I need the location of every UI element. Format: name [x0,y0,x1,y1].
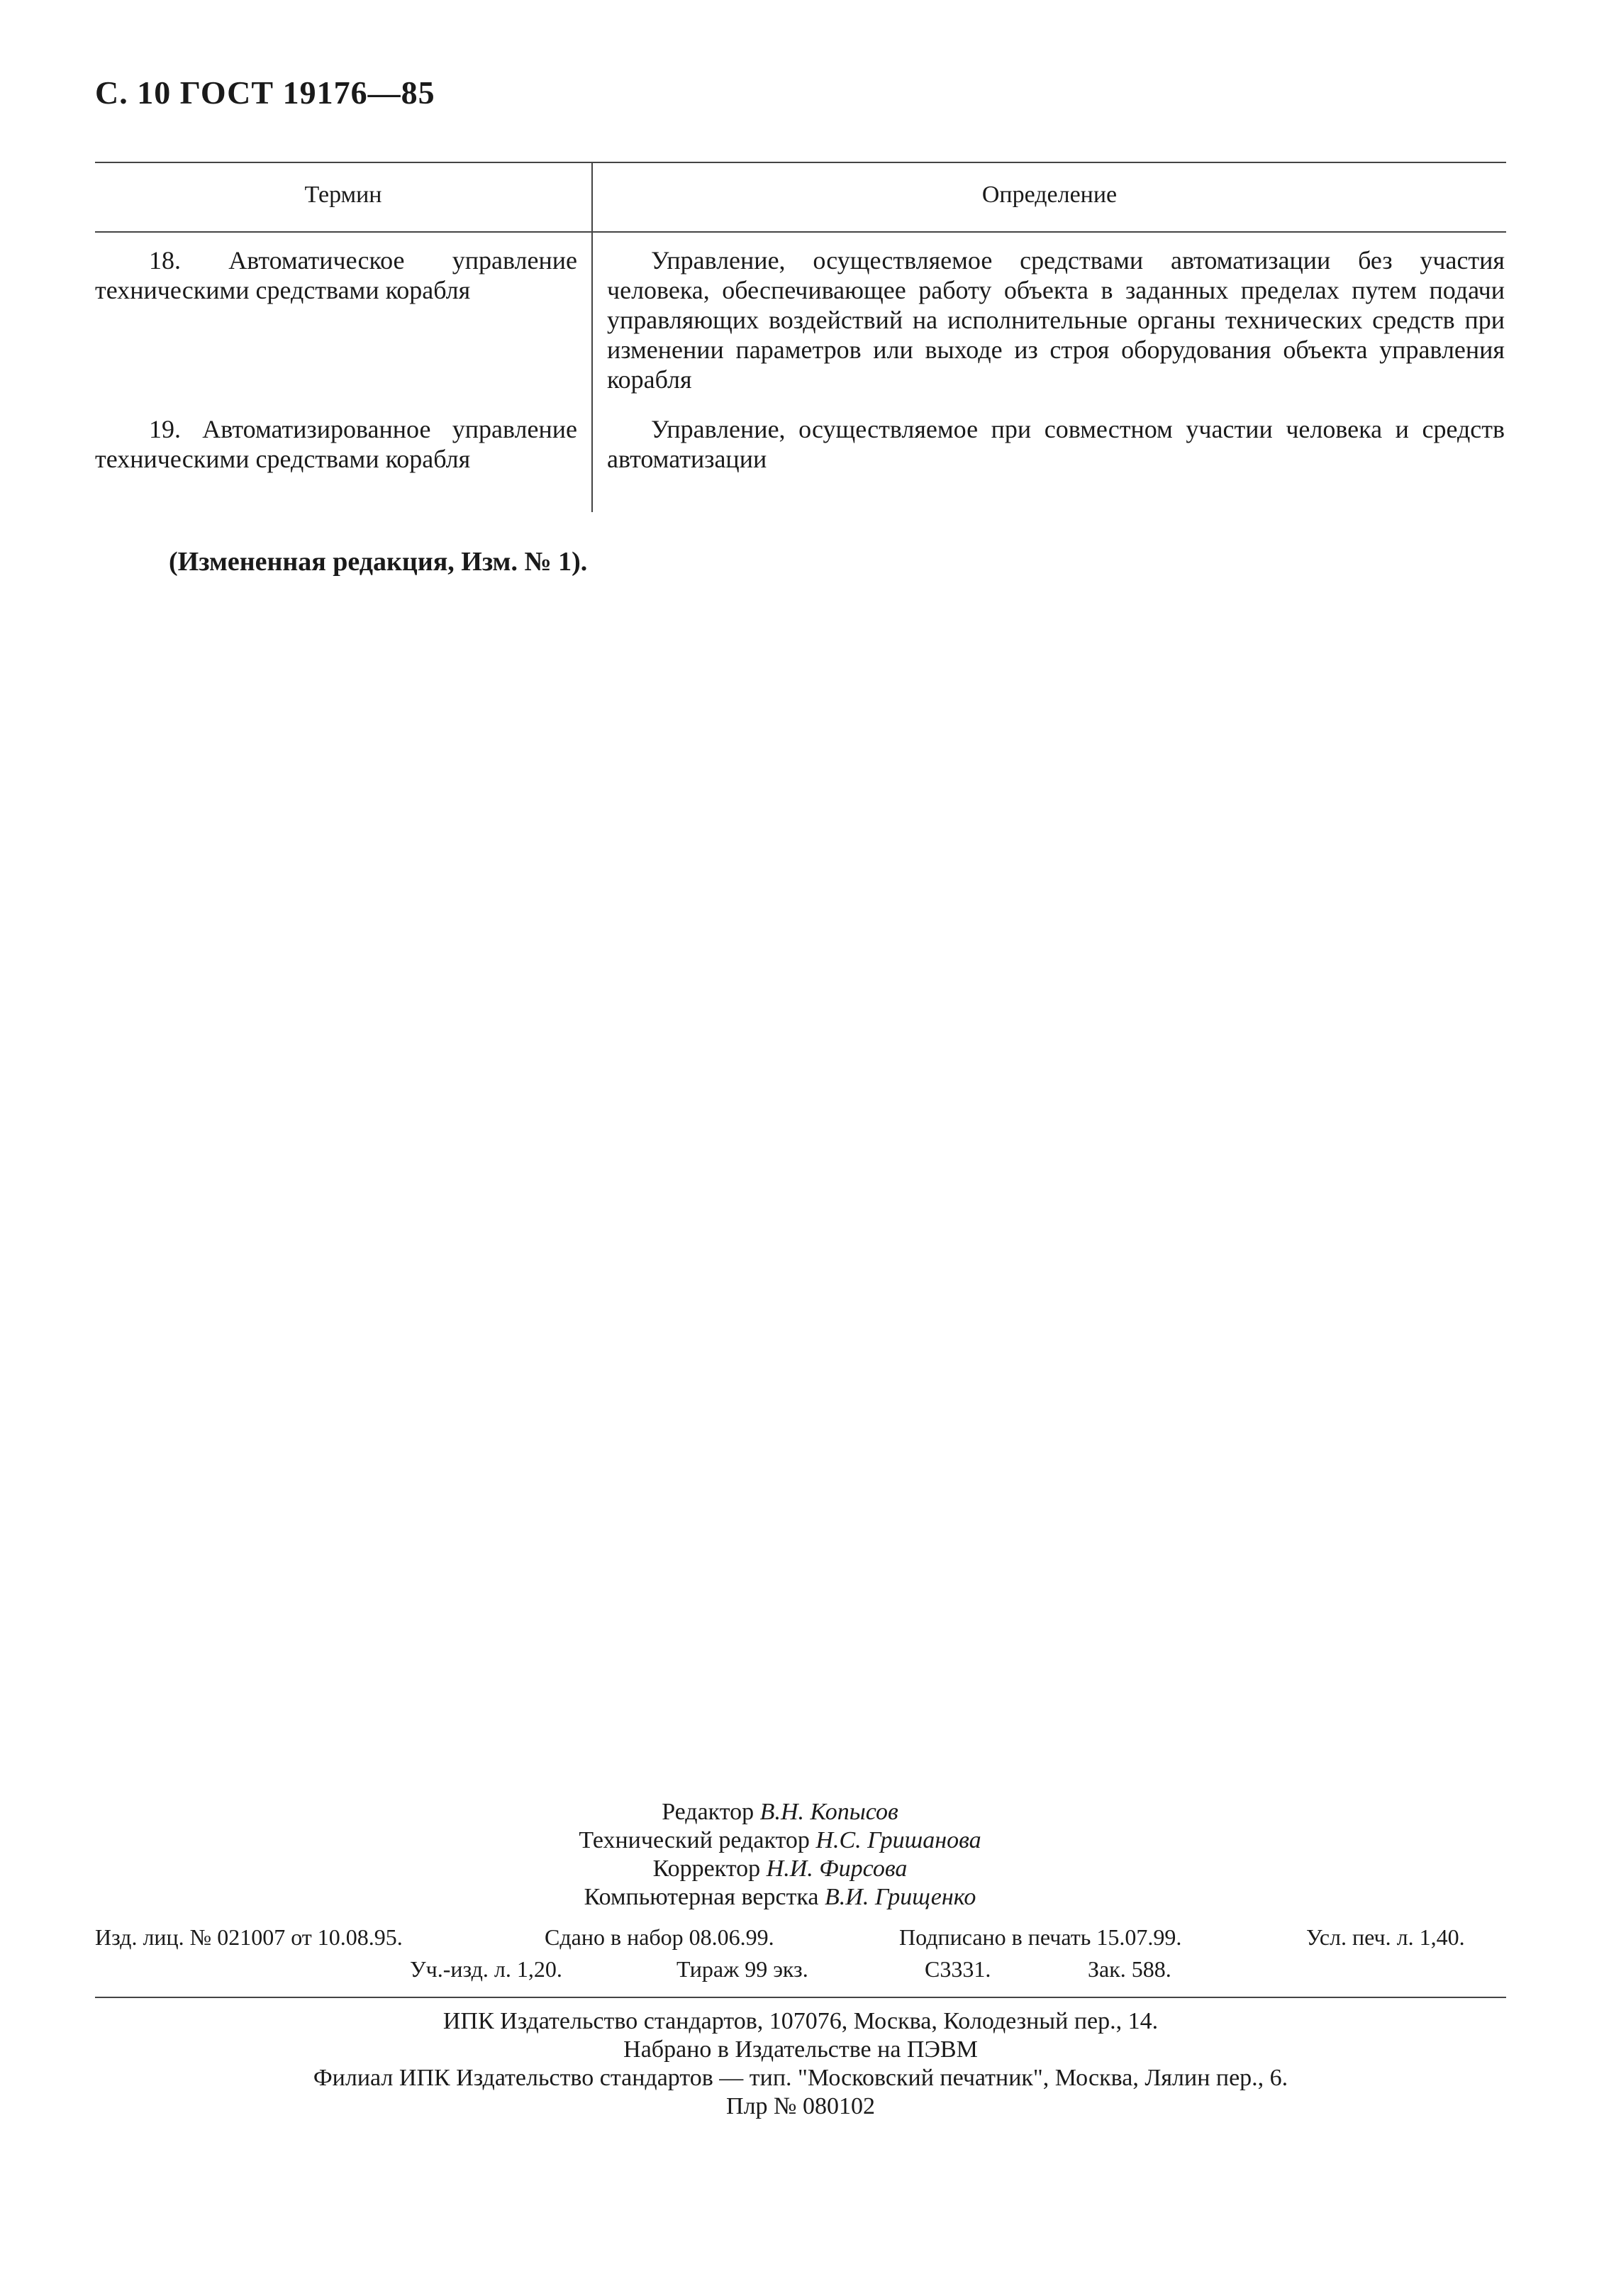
imprint-pub-sheets: Уч.-изд. л. 1,20. [410,1956,562,1982]
table-row-19-definition: Управление, осуществляемое при совместном участии человека и средств автоматизации [607,415,1505,473]
table-top-rule [95,162,1506,163]
credit-editor-role: Редактор [662,1799,754,1825]
credit-layout [425,1883,1135,1912]
publisher-line-3: Филиал ИПК Издательство стандартов — тип. "Московский печатник", Москва, Лялин пер., 6. [313,2065,1288,2091]
imprint-print-sheets: Усл. печ. л. 1,40. [1306,1924,1465,1950]
credit-editor [425,1798,1135,1826]
credit-corrector-name: Н.И. Фирсова [766,1856,908,1882]
credit-tech-editor [425,1826,1135,1855]
imprint-code: С3331. [925,1956,991,1982]
credit-layout-name: В.И. Грищенко [825,1884,976,1910]
credits-block [425,1798,1135,1912]
publisher-block [95,2007,1506,2121]
footer-rule [95,1997,1506,1998]
page-header: С. 10 ГОСТ 19176—85 [95,74,435,111]
publisher-line-2: Набрано в Издательстве на ПЭВМ [623,2036,978,2063]
credit-editor-name: В.Н. Копысов [759,1799,898,1825]
column-header-definition: Определение [981,182,1118,208]
publisher-line-1: ИПК Издательство стандартов, 107076, Москва, Колодезный пер., 14. [442,2008,1159,2034]
imprint-submitted: Сдано в набор 08.06.99. [545,1924,774,1950]
credit-corrector [425,1855,1135,1883]
imprint-signed: Подписано в печать 15.07.99. [899,1924,1182,1950]
amendment-note: (Измененная редакция, Изм. № 1). [169,547,588,577]
publisher-line-4: Плр № 080102 [726,2093,875,2119]
table-row-19-term: 19. Автоматизированное управление техническими средствами корабля [95,415,577,473]
imprint-order: Зак. 588. [1088,1956,1171,1982]
credit-tech-editor-role: Технический редактор [579,1827,810,1853]
credit-corrector-role: Корректор [652,1856,761,1882]
table-row-18-definition: Управление, осуществляемое средствами автоматизации без участия человека, обеспечивающее работу объекта в заданных пределах путем подачи управляющих воздействий на исполнительные органы технических средств при изменении параметров или выходе из строя оборудования объекта управления корабля [607,246,1505,394]
column-header-term: Термин [304,182,382,208]
credit-layout-role: Компьютерная верстка [584,1884,819,1910]
table-header-rule [95,231,1506,233]
credit-tech-editor-name: Н.С. Гришанова [815,1827,981,1853]
imprint-license: Изд. лиц. № 021007 от 10.08.95. [95,1924,403,1950]
table-column-divider [591,162,593,512]
table-row-18-term: 18. Автоматическое управление техническими средствами корабля [95,246,577,304]
terms-table [95,162,1506,512]
imprint-circulation: Тираж 99 экз. [676,1956,808,1982]
